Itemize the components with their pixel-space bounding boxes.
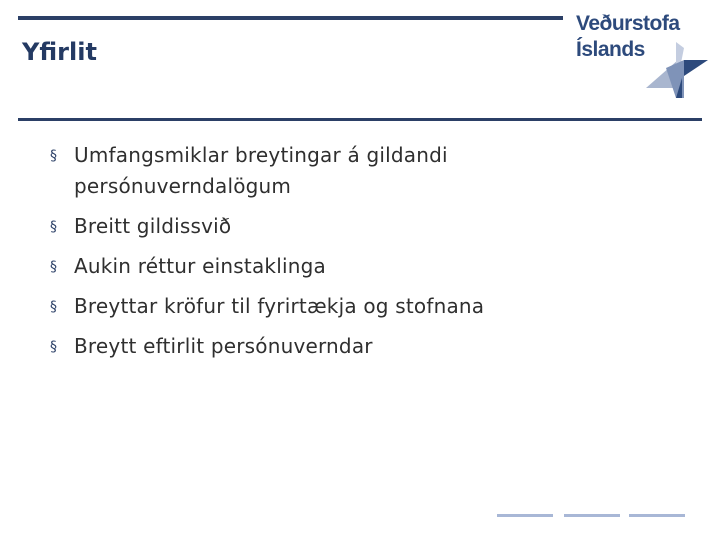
bullet-text: Breitt gildissvið xyxy=(74,214,232,238)
logo-text-line1: Veðurstofa xyxy=(576,12,680,35)
bullet-marker: § xyxy=(50,148,58,164)
logo-arrow-icon xyxy=(646,40,708,102)
bullet-marker: § xyxy=(50,299,58,315)
footer-bar xyxy=(497,514,553,517)
bullet-text: Aukin réttur einstaklinga xyxy=(74,254,326,278)
bullet-item xyxy=(48,251,648,282)
bullet-item xyxy=(48,291,648,322)
slide-title: Yfirlit xyxy=(22,38,97,66)
bullet-item xyxy=(48,331,648,362)
bullet-item xyxy=(48,140,648,202)
bullet-text: Breytt eftirlit persónuverndar xyxy=(74,334,373,358)
bullet-marker: § xyxy=(50,259,58,275)
bullet-text: Umfangsmiklar breytingar á gildandi persónuverndalögum xyxy=(74,143,448,198)
bullet-item xyxy=(48,211,648,242)
bullet-marker: § xyxy=(50,219,58,235)
footer-bar xyxy=(564,514,620,517)
bullet-marker: § xyxy=(50,339,58,355)
footer-bar xyxy=(629,514,685,517)
header-bottom-rule xyxy=(18,118,702,121)
vedurstofa-logo xyxy=(576,12,706,102)
header-top-rule xyxy=(18,16,563,20)
bullet-list xyxy=(48,140,648,371)
logo-text-line2: Íslands xyxy=(576,38,645,61)
bullet-text: Breyttar kröfur til fyrirtækja og stofnana xyxy=(74,294,485,318)
